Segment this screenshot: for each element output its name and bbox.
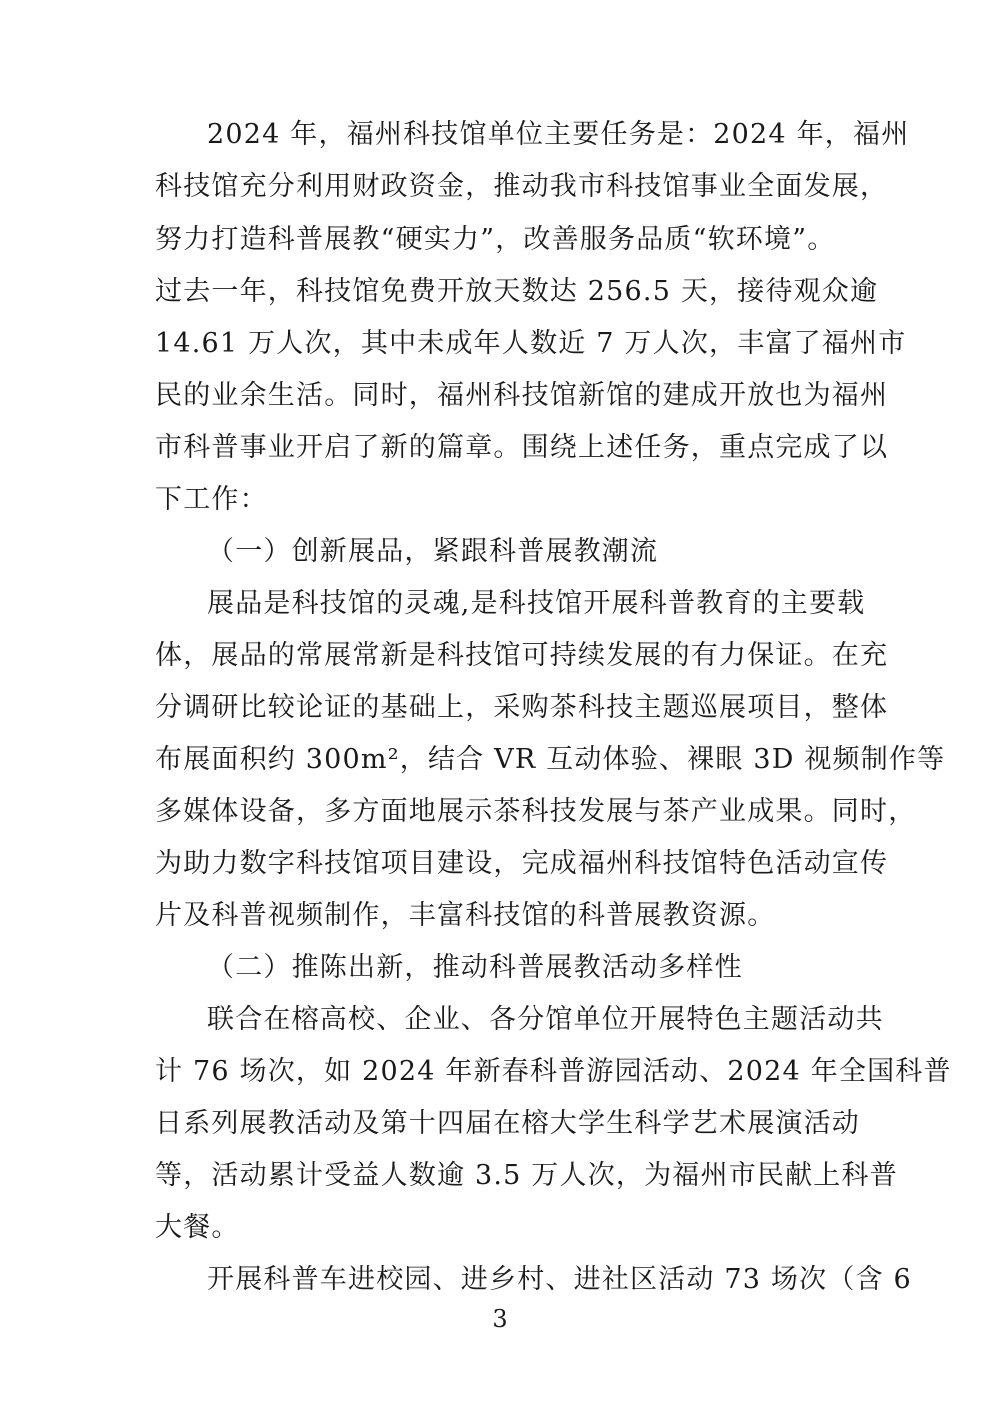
page-number: 3 [492, 1305, 508, 1333]
text-line: 体，展品的常展常新是科技馆可持续发展的有力保证。在充 [155, 640, 889, 671]
text-line: 日系列展教活动及第十四届在榕大学生科学艺术展演活动 [155, 1108, 860, 1139]
text-line: 为助力数字科技馆项目建设，完成福州科技馆特色活动宣传 [155, 848, 889, 879]
text-line: 努力打造科普展教“硬实力”，改善服务品质“软环境”。 [155, 224, 836, 255]
text-line: 等，活动累计受益人数逾 3.5 万人次，为福州市民献上科普 [155, 1160, 898, 1191]
text-line: 过去一年，科技馆免费开放天数达 256.5 天，接待观众逾 [155, 276, 879, 307]
text-line: 2024 年，福州科技馆单位主要任务是：2024 年，福州 [207, 119, 910, 150]
text-line: 民的业余生活。同时，福州科技馆新馆的建成开放也为福州 [155, 380, 889, 411]
text-line: 14.61 万人次，其中未成年人数近 7 万人次，丰富了福州市 [155, 328, 907, 359]
text-line: 计 76 场次，如 2024 年新春科普游园活动、2024 年全国科普 [155, 1056, 952, 1087]
text-line: 大餐。 [155, 1212, 240, 1243]
text-line: 开展科普车进校园、进乡村、进社区活动 73 场次（含 6 [207, 1264, 912, 1295]
text-line: 展品是科技馆的灵魂,是科技馆开展科普教育的主要载 [207, 588, 866, 619]
text-line: 联合在榕高校、企业、各分馆单位开展特色主题活动共 [207, 1004, 884, 1035]
section-heading: （一）创新展品，紧跟科普展教潮流 [207, 536, 659, 567]
text-line: 布展面积约 300m²，结合 VR 互动体验、裸眼 3D 视频制作等 [155, 744, 946, 775]
text-line: 片及科普视频制作，丰富科技馆的科普展教资源。 [155, 900, 776, 931]
text-line: 多媒体设备，多方面地展示茶科技发展与茶产业成果。同时， [155, 796, 917, 827]
text-line: 下工作： [155, 484, 268, 515]
text-line: 科技馆充分利用财政资金，推动我市科技馆事业全面发展， [155, 171, 889, 202]
text-line: 市科普事业开启了新的篇章。围绕上述任务，重点完成了以 [155, 432, 889, 463]
text-line: 分调研比较论证的基础上，采购茶科技主题巡展项目，整体 [155, 692, 889, 723]
section-heading: （二）推陈出新，推动科普展教活动多样性 [207, 952, 743, 983]
